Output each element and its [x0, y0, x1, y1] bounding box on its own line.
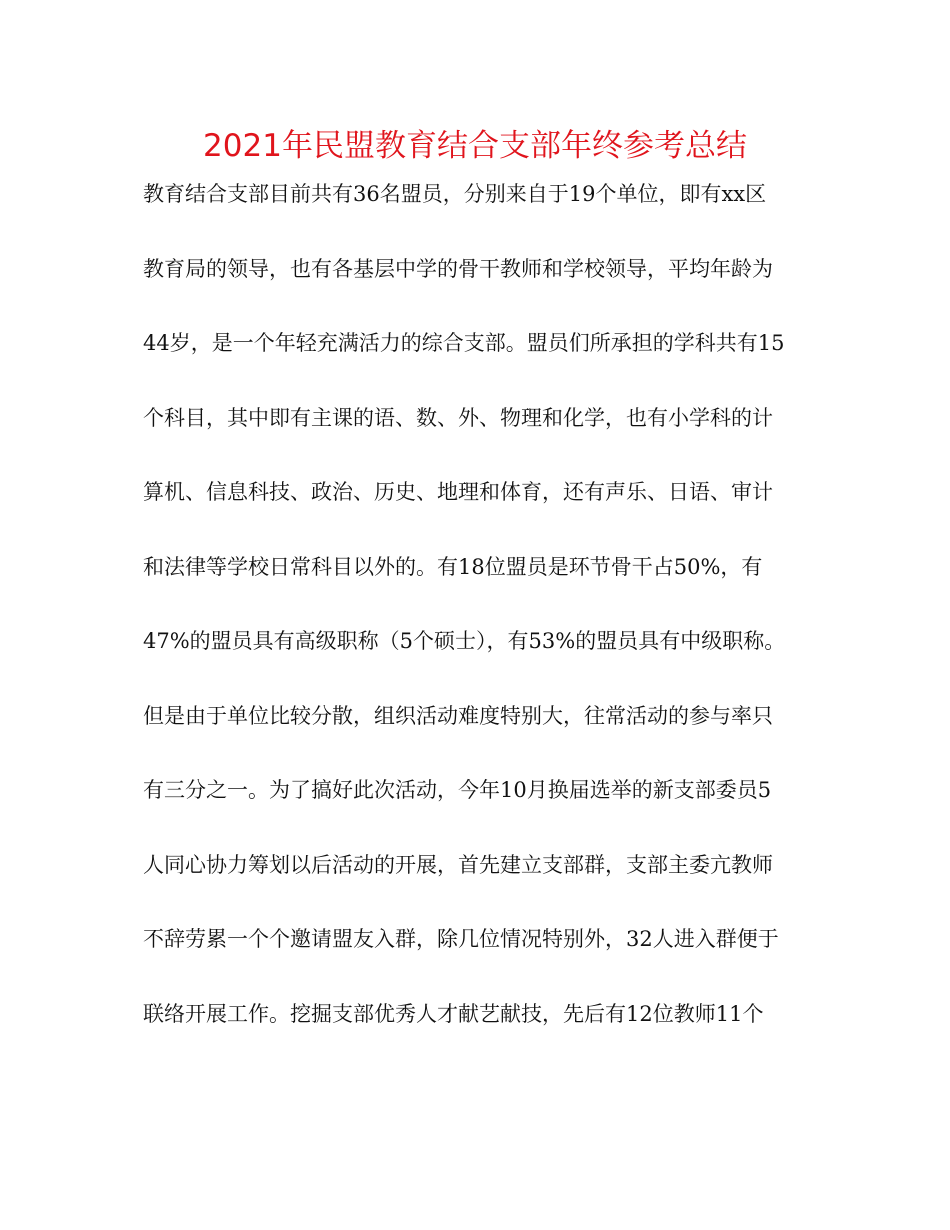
document-title: 2021年民盟教育结合支部年终参考总结: [203, 128, 747, 164]
body-line: 个科目，其中即有主课的语、数、外、物理和化学，也有小学科的计: [143, 405, 773, 430]
body-line: 人同心协力筹划以后活动的开展，首先建立支部群，支部主委亢教师: [143, 852, 773, 877]
body-line: 但是由于单位比较分散，组织活动难度特别大，往常活动的参与率只: [143, 703, 773, 728]
body-line: 有三分之一。为了搞好此次活动，今年10月换届选举的新支部委员5: [143, 778, 772, 802]
body-line: 44岁，是一个年轻充满活力的综合支部。盟员们所承担的学科共有15: [143, 331, 785, 355]
body-line: 不辞劳累一个个邀请盟友入群，除几位情况特别外，32人进入群便于: [143, 927, 779, 951]
body-line: 教育结合支部目前共有36名盟员，分别来自于19个单位，即有xx区: [143, 182, 767, 206]
body-line: 和法律等学校日常科目以外的。有18位盟员是环节骨干占50%，有: [143, 554, 763, 579]
body-line: 教育局的领导，也有各基层中学的骨干教师和学校领导，平均年龄为: [143, 256, 773, 281]
body-line: 联络开展工作。挖掘支部优秀人才献艺献技，先后有12位教师11个: [143, 1001, 764, 1026]
body-line: 47%的盟员具有高级职称（5个硕士），有53%的盟员具有中级职称。: [143, 629, 786, 653]
body-line: 算机、信息科技、政治、历史、地理和体育，还有声乐、日语、审计: [143, 480, 773, 504]
document-body: [143, 172, 823, 1066]
